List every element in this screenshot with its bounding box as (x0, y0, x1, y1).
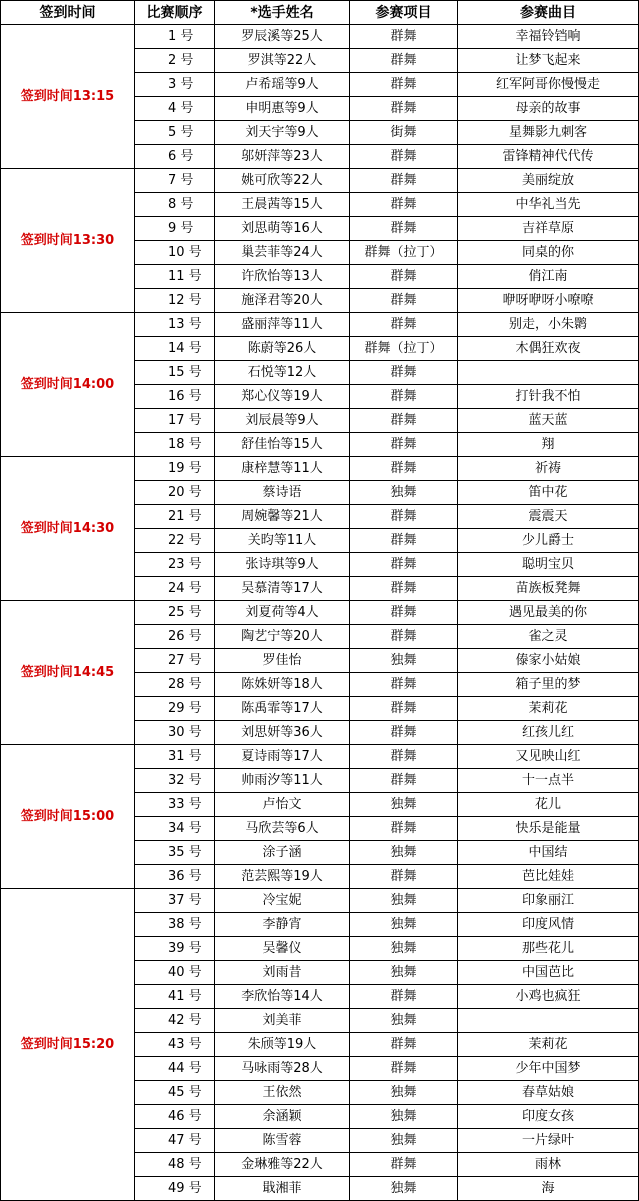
song-cell: 花儿 (458, 793, 639, 817)
event-cell: 独舞 (350, 1129, 458, 1153)
song-cell: 少儿爵士 (458, 529, 639, 553)
checkin-time-cell: 签到时间14:45 (1, 601, 135, 745)
contestant-name-cell: 陶艺宁等20人 (215, 625, 350, 649)
order-cell: 25 号 (135, 601, 215, 625)
event-cell: 独舞 (350, 481, 458, 505)
order-cell: 23 号 (135, 553, 215, 577)
contestant-name-cell: 关昀等11人 (215, 529, 350, 553)
order-cell: 24 号 (135, 577, 215, 601)
song-cell: 红孩儿红 (458, 721, 639, 745)
order-cell: 21 号 (135, 505, 215, 529)
song-cell: 中国芭比 (458, 961, 639, 985)
contestant-name-cell: 巢芸菲等24人 (215, 241, 350, 265)
contestant-name-cell: 吴馨仪 (215, 937, 350, 961)
song-cell: 中国结 (458, 841, 639, 865)
table-header (1, 1, 639, 25)
checkin-time-cell: 签到时间15:20 (1, 889, 135, 1201)
contestant-name-cell: 刘辰晨等9人 (215, 409, 350, 433)
order-cell: 45 号 (135, 1081, 215, 1105)
song-cell: 印度风情 (458, 913, 639, 937)
contestant-name-cell: 王晨茜等15人 (215, 193, 350, 217)
song-cell: 吉祥草原 (458, 217, 639, 241)
contestant-name-cell: 申明惠等9人 (215, 97, 350, 121)
table-row (1, 601, 639, 625)
order-cell: 1 号 (135, 25, 215, 49)
song-cell: 傣家小姑娘 (458, 649, 639, 673)
event-cell: 独舞 (350, 1009, 458, 1033)
event-cell: 群舞 (350, 985, 458, 1009)
order-cell: 44 号 (135, 1057, 215, 1081)
contestant-name-cell: 刘夏荷等4人 (215, 601, 350, 625)
order-cell: 31 号 (135, 745, 215, 769)
order-cell: 17 号 (135, 409, 215, 433)
song-cell: 雀之灵 (458, 625, 639, 649)
contestant-name-cell: 舒佳怡等15人 (215, 433, 350, 457)
song-cell: 祈祷 (458, 457, 639, 481)
event-cell: 独舞 (350, 793, 458, 817)
order-cell: 16 号 (135, 385, 215, 409)
contestant-name-cell: 卢希瑶等9人 (215, 73, 350, 97)
order-cell: 49 号 (135, 1177, 215, 1201)
order-cell: 12 号 (135, 289, 215, 313)
song-cell: 美丽绽放 (458, 169, 639, 193)
order-cell: 3 号 (135, 73, 215, 97)
contestant-name-cell: 帅雨汐等11人 (215, 769, 350, 793)
order-cell: 26 号 (135, 625, 215, 649)
order-cell: 33 号 (135, 793, 215, 817)
contestant-name-cell: 范芸熙等19人 (215, 865, 350, 889)
song-cell: 雨林 (458, 1153, 639, 1177)
event-cell: 群舞 (350, 505, 458, 529)
order-cell: 42 号 (135, 1009, 215, 1033)
order-cell: 13 号 (135, 313, 215, 337)
song-cell: 印度女孩 (458, 1105, 639, 1129)
contestant-name-cell: 刘雨昔 (215, 961, 350, 985)
song-cell: 蓝天蓝 (458, 409, 639, 433)
event-cell: 群舞（拉丁） (350, 241, 458, 265)
song-cell (458, 361, 639, 385)
order-cell: 43 号 (135, 1033, 215, 1057)
event-cell: 群舞 (350, 817, 458, 841)
order-cell: 6 号 (135, 145, 215, 169)
song-cell: 笛中花 (458, 481, 639, 505)
song-cell: 小鸡也疯狂 (458, 985, 639, 1009)
header-event: 参赛项目 (350, 1, 458, 25)
song-cell: 春草姑娘 (458, 1081, 639, 1105)
order-cell: 7 号 (135, 169, 215, 193)
event-cell: 群舞 (350, 553, 458, 577)
song-cell: 聪明宝贝 (458, 553, 639, 577)
order-cell: 32 号 (135, 769, 215, 793)
contestant-name-cell: 蔡诗语 (215, 481, 350, 505)
contestant-name-cell: 余涵颖 (215, 1105, 350, 1129)
contestant-name-cell: 马咏雨等28人 (215, 1057, 350, 1081)
song-cell: 苗族板凳舞 (458, 577, 639, 601)
table-row (1, 889, 639, 913)
event-cell: 群舞 (350, 721, 458, 745)
contestant-name-cell: 罗淇等22人 (215, 49, 350, 73)
contestant-name-cell: 刘思妍等36人 (215, 721, 350, 745)
event-cell: 群舞 (350, 1057, 458, 1081)
checkin-time-cell: 签到时间14:30 (1, 457, 135, 601)
event-cell: 群舞（拉丁） (350, 337, 458, 361)
song-cell: 少年中国梦 (458, 1057, 639, 1081)
order-cell: 41 号 (135, 985, 215, 1009)
song-cell: 咿呀咿呀小嘹嘹 (458, 289, 639, 313)
event-cell: 群舞 (350, 601, 458, 625)
order-cell: 11 号 (135, 265, 215, 289)
song-cell: 遇见最美的你 (458, 601, 639, 625)
order-cell: 15 号 (135, 361, 215, 385)
event-cell: 群舞 (350, 409, 458, 433)
event-cell: 独舞 (350, 937, 458, 961)
event-cell: 群舞 (350, 289, 458, 313)
song-cell: 那些花儿 (458, 937, 639, 961)
contestant-name-cell: 刘美菲 (215, 1009, 350, 1033)
contestant-name-cell: 刘天宇等9人 (215, 121, 350, 145)
song-cell: 箱子里的梦 (458, 673, 639, 697)
header-checkin-time: 签到时间 (1, 1, 135, 25)
order-cell: 36 号 (135, 865, 215, 889)
event-cell: 独舞 (350, 1177, 458, 1201)
contestant-name-cell: 许欣怡等13人 (215, 265, 350, 289)
event-cell: 群舞 (350, 217, 458, 241)
event-cell: 群舞 (350, 745, 458, 769)
table-row (1, 169, 639, 193)
song-cell: 一片绿叶 (458, 1129, 639, 1153)
table-row (1, 745, 639, 769)
contestant-name-cell: 郑心仪等19人 (215, 385, 350, 409)
event-cell: 群舞 (350, 529, 458, 553)
event-cell: 独舞 (350, 1105, 458, 1129)
contestant-name-cell: 陈姝妍等18人 (215, 673, 350, 697)
order-cell: 20 号 (135, 481, 215, 505)
event-cell: 群舞 (350, 265, 458, 289)
contestant-name-cell: 夏诗雨等17人 (215, 745, 350, 769)
contestant-name-cell: 盛丽萍等11人 (215, 313, 350, 337)
order-cell: 35 号 (135, 841, 215, 865)
song-cell: 木偶狂欢夜 (458, 337, 639, 361)
song-cell: 红军阿哥你慢慢走 (458, 73, 639, 97)
contestant-name-cell: 罗辰溪等25人 (215, 25, 350, 49)
song-cell (458, 1009, 639, 1033)
contestant-name-cell: 康梓慧等11人 (215, 457, 350, 481)
contestant-name-cell: 罗佳怡 (215, 649, 350, 673)
order-cell: 48 号 (135, 1153, 215, 1177)
event-cell: 群舞 (350, 1033, 458, 1057)
contestant-name-cell: 马欣芸等6人 (215, 817, 350, 841)
song-cell: 茉莉花 (458, 1033, 639, 1057)
song-cell: 印象丽江 (458, 889, 639, 913)
contestant-name-cell: 邬妍萍等23人 (215, 145, 350, 169)
contestant-name-cell: 朱颀等19人 (215, 1033, 350, 1057)
song-cell: 快乐是能量 (458, 817, 639, 841)
event-cell: 群舞 (350, 385, 458, 409)
table-row (1, 457, 639, 481)
event-cell: 群舞 (350, 73, 458, 97)
event-cell: 群舞 (350, 673, 458, 697)
order-cell: 14 号 (135, 337, 215, 361)
order-cell: 4 号 (135, 97, 215, 121)
order-cell: 38 号 (135, 913, 215, 937)
order-cell: 29 号 (135, 697, 215, 721)
event-cell: 群舞 (350, 457, 458, 481)
song-cell: 震震天 (458, 505, 639, 529)
event-cell: 街舞 (350, 121, 458, 145)
contestant-name-cell: 陈雪蓉 (215, 1129, 350, 1153)
event-cell: 独舞 (350, 841, 458, 865)
event-cell: 群舞 (350, 625, 458, 649)
order-cell: 18 号 (135, 433, 215, 457)
event-cell: 群舞 (350, 1153, 458, 1177)
event-cell: 独舞 (350, 1081, 458, 1105)
order-cell: 22 号 (135, 529, 215, 553)
event-cell: 群舞 (350, 865, 458, 889)
event-cell: 群舞 (350, 433, 458, 457)
header-contestant-name: *选手姓名 (215, 1, 350, 25)
contestant-name-cell: 石悦等12人 (215, 361, 350, 385)
order-cell: 28 号 (135, 673, 215, 697)
event-cell: 群舞 (350, 313, 458, 337)
song-cell: 星舞影九刺客 (458, 121, 639, 145)
song-cell: 俏江南 (458, 265, 639, 289)
checkin-time-cell: 签到时间13:30 (1, 169, 135, 313)
event-cell: 独舞 (350, 913, 458, 937)
song-cell: 母亲的故事 (458, 97, 639, 121)
event-cell: 独舞 (350, 649, 458, 673)
song-cell: 让梦飞起来 (458, 49, 639, 73)
contestant-name-cell: 金琳雅等22人 (215, 1153, 350, 1177)
song-cell: 茉莉花 (458, 697, 639, 721)
event-cell: 群舞 (350, 25, 458, 49)
order-cell: 5 号 (135, 121, 215, 145)
event-cell: 群舞 (350, 193, 458, 217)
event-cell: 群舞 (350, 697, 458, 721)
event-cell: 独舞 (350, 889, 458, 913)
event-cell: 群舞 (350, 145, 458, 169)
contestant-name-cell: 吴慕清等17人 (215, 577, 350, 601)
song-cell: 翔 (458, 433, 639, 457)
contestant-name-cell: 张诗琪等9人 (215, 553, 350, 577)
song-cell: 又见映山红 (458, 745, 639, 769)
song-cell: 雷锋精神代代传 (458, 145, 639, 169)
order-cell: 9 号 (135, 217, 215, 241)
song-cell: 海 (458, 1177, 639, 1201)
event-cell: 群舞 (350, 769, 458, 793)
song-cell: 打针我不怕 (458, 385, 639, 409)
event-cell: 群舞 (350, 49, 458, 73)
order-cell: 46 号 (135, 1105, 215, 1129)
order-cell: 2 号 (135, 49, 215, 73)
song-cell: 芭比娃娃 (458, 865, 639, 889)
order-cell: 39 号 (135, 937, 215, 961)
song-cell: 中华礼当先 (458, 193, 639, 217)
song-cell: 十一点半 (458, 769, 639, 793)
order-cell: 34 号 (135, 817, 215, 841)
order-cell: 47 号 (135, 1129, 215, 1153)
header-row (1, 1, 639, 25)
contestant-name-cell: 陈禹霏等17人 (215, 697, 350, 721)
contestant-name-cell: 陈蔚等26人 (215, 337, 350, 361)
table-row (1, 25, 639, 49)
song-cell: 幸福铃铛响 (458, 25, 639, 49)
event-cell: 群舞 (350, 361, 458, 385)
order-cell: 30 号 (135, 721, 215, 745)
contestant-name-cell: 卢怡文 (215, 793, 350, 817)
event-cell: 独舞 (350, 961, 458, 985)
contestant-name-cell: 戢湘菲 (215, 1177, 350, 1201)
contestant-name-cell: 施泽君等20人 (215, 289, 350, 313)
contestant-name-cell: 王依然 (215, 1081, 350, 1105)
event-cell: 群舞 (350, 169, 458, 193)
checkin-time-cell: 签到时间14:00 (1, 313, 135, 457)
order-cell: 37 号 (135, 889, 215, 913)
order-cell: 10 号 (135, 241, 215, 265)
song-cell: 同桌的你 (458, 241, 639, 265)
table-body (1, 25, 639, 1201)
header-order: 比赛顺序 (135, 1, 215, 25)
order-cell: 19 号 (135, 457, 215, 481)
contestant-name-cell: 冷宝妮 (215, 889, 350, 913)
order-cell: 27 号 (135, 649, 215, 673)
contestant-name-cell: 刘思萌等16人 (215, 217, 350, 241)
order-cell: 40 号 (135, 961, 215, 985)
event-cell: 群舞 (350, 577, 458, 601)
contestant-name-cell: 李静宵 (215, 913, 350, 937)
order-cell: 8 号 (135, 193, 215, 217)
contestant-name-cell: 姚可欣等22人 (215, 169, 350, 193)
header-song: 参赛曲目 (458, 1, 639, 25)
checkin-time-cell: 签到时间15:00 (1, 745, 135, 889)
table-row (1, 313, 639, 337)
contestant-name-cell: 涂子涵 (215, 841, 350, 865)
contestant-name-cell: 李欣怡等14人 (215, 985, 350, 1009)
checkin-time-cell: 签到时间13:15 (1, 25, 135, 169)
song-cell: 别走，小朱鹮 (458, 313, 639, 337)
event-cell: 群舞 (350, 97, 458, 121)
contestant-name-cell: 周婉馨等21人 (215, 505, 350, 529)
